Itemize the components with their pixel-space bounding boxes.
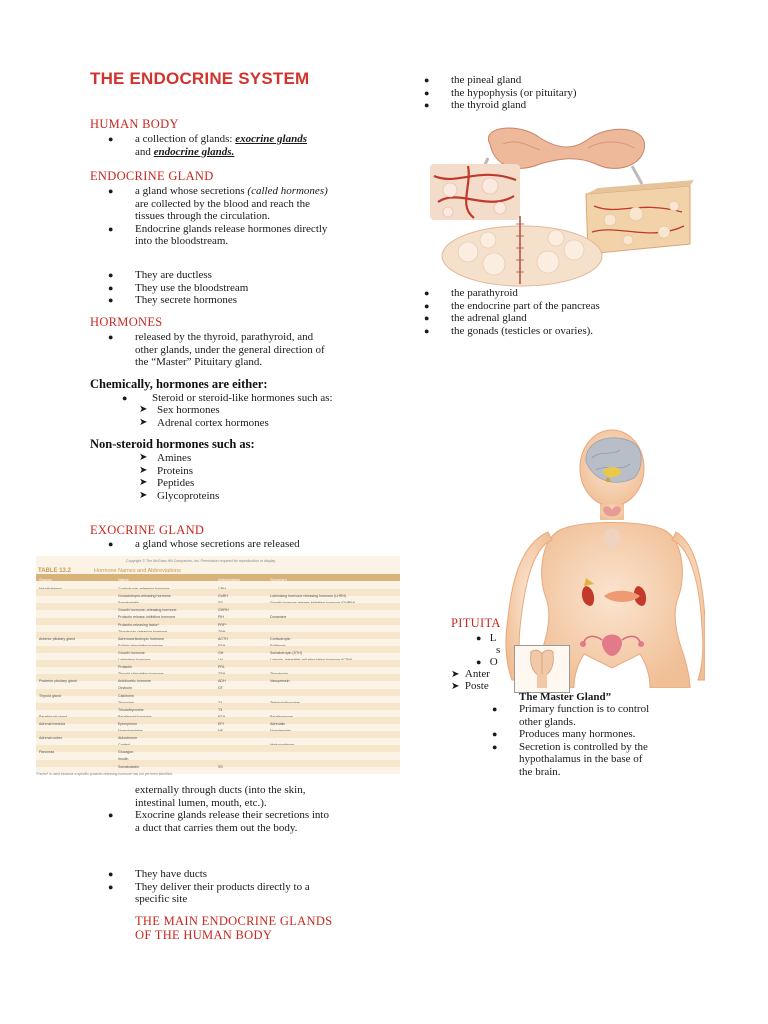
column-header: Name xyxy=(118,577,129,582)
list-item: ● They have ducts xyxy=(108,868,208,880)
column-header: Synonym xyxy=(270,577,287,582)
list-item: ➤ Proteins xyxy=(139,464,194,477)
table-cell: Growth hormone–releasing hormone xyxy=(118,608,177,613)
table-cell: Adrenalin xyxy=(270,721,286,726)
table-row xyxy=(36,603,400,613)
table-row xyxy=(36,710,400,717)
nonsteroid-heading: Non-steroid hormones such as: xyxy=(90,437,255,451)
exocrine-gland-heading: EXOCRINE GLAND xyxy=(90,523,205,537)
table-row xyxy=(36,724,400,731)
page-title: THE ENDOCRINE SYSTEM xyxy=(90,69,310,88)
table-cell: Corticotropin xyxy=(270,636,291,641)
pituitary-anterior: ➤ Anter xyxy=(451,668,490,680)
list-item: ➤ Peptides xyxy=(139,477,195,489)
exocrine-glands-term: exocrine glands xyxy=(235,133,308,145)
steroid-items-list xyxy=(139,404,269,429)
table-cell: Somatotropin (STH) xyxy=(270,650,302,655)
table-cell: Antidiuretic hormone xyxy=(118,679,151,684)
table-row xyxy=(36,674,400,684)
list-item: ➤ Adrenal cortex hormones xyxy=(139,416,269,429)
endocrine-properties-list xyxy=(108,269,249,307)
hormones-heading: HORMONES xyxy=(90,315,163,329)
list-item: ● the parathyroid xyxy=(424,287,518,299)
table-row xyxy=(36,696,400,703)
table-row xyxy=(36,667,400,674)
table-cell: EPI xyxy=(218,721,224,726)
table-number: TABLE 13.2 xyxy=(38,568,71,574)
main-glands-heading: THE MAIN ENDOCRINE GLANDS OF THE HUMAN BODY xyxy=(135,914,333,942)
pituitary-inset xyxy=(514,645,570,693)
list-item: ● Produces many hormones. xyxy=(492,728,636,740)
table-cell: Glucagon xyxy=(118,750,134,755)
table-row xyxy=(36,632,400,639)
pituitary-bullet-1: ● L xyxy=(476,632,497,644)
table-row xyxy=(36,596,400,603)
list-item: ➤ Glycoproteins xyxy=(139,489,220,502)
table-row xyxy=(36,745,400,755)
table-row xyxy=(36,618,400,625)
list-item: ● a collection of glands: exocrine glands and endocrine glands. xyxy=(108,133,308,158)
list-item: ● Secretion is controlled by the hypothalamus in the base of the brain. xyxy=(492,740,648,778)
table-row xyxy=(36,625,400,632)
list-item: ● a gland whose secretions are released xyxy=(108,538,300,550)
table-cell: Gonadotropin-releasing hormone xyxy=(118,594,171,599)
endocrine-gland-list xyxy=(108,185,375,248)
table-row xyxy=(36,681,400,688)
list-item: ● Endocrine glands release hormones directly into the bloodstream. xyxy=(108,222,328,247)
list-item: ● the endocrine part of the pancreas xyxy=(424,299,600,312)
human-body-list xyxy=(108,133,308,158)
list-item: ● the gonads (testicles or ovaries). xyxy=(424,324,594,337)
table-row xyxy=(36,752,400,759)
glands-list-mid xyxy=(424,287,600,337)
pituitary-heading: PITUITA xyxy=(451,616,501,630)
thyroid-tissue-illustration xyxy=(428,116,698,288)
table-cell: Luteinizing hormone releasing hormone (LHRH) xyxy=(270,594,347,599)
exocrine-properties-list xyxy=(108,868,310,906)
table-cell: PRL xyxy=(218,665,225,670)
list-item: ● the adrenal gland xyxy=(424,312,527,324)
table-row xyxy=(36,639,400,646)
table-cell: Posterior pituitary gland xyxy=(39,679,77,684)
table-row xyxy=(36,653,400,660)
table-footnote: *Factor* is used because a specific prolactin-releasing hormone has not yet been identified. xyxy=(36,772,174,776)
pituitary-function-list xyxy=(492,703,689,778)
column-header: Abbreviation xyxy=(218,577,241,582)
table-row xyxy=(36,731,400,741)
table-row xyxy=(36,610,400,617)
exocrine-list-2 xyxy=(108,809,380,834)
steroid-list xyxy=(122,392,333,405)
list-item: ● Exocrine glands release their secretions into a duct that carries them out the body. xyxy=(108,809,329,834)
table-cell: Aldosterone xyxy=(118,736,138,741)
table-cell: Anterior pituitary gland xyxy=(39,636,75,641)
pituitary-posterior: ➤ Poste xyxy=(451,680,489,692)
table-row xyxy=(36,582,400,589)
table-cell: Adrenocorticotropic hormone xyxy=(118,636,165,641)
list-item: ● They secrete hormones xyxy=(108,294,238,306)
list-item: ● Steroid or steroid-like hormones such as: xyxy=(122,392,333,404)
hormones-list xyxy=(108,331,325,369)
list-item: ● They use the bloodstream xyxy=(108,281,249,294)
list-item: ● the thyroid gland xyxy=(424,99,527,111)
pituitary-gland-icon xyxy=(515,646,569,692)
nonsteroid-items-list xyxy=(139,452,220,502)
table-row xyxy=(36,717,400,724)
column-header: Source xyxy=(39,577,52,582)
table-cell: Calcitonin xyxy=(118,693,134,698)
table-cell: Triiodothyronine xyxy=(118,707,144,712)
list-item: ● the hypophysis (or pituitary) xyxy=(424,86,577,99)
table-cell: GnRH xyxy=(218,594,228,599)
exocrine-list xyxy=(108,538,300,551)
table-copyright: Copyright © The McGraw-Hill Companies, Inc. Permission required for reproduction or display. xyxy=(126,559,276,563)
list-item: ➤ Amines xyxy=(139,452,192,464)
table-cell: Growth hormone xyxy=(118,650,145,655)
table-cell: Vasopressin xyxy=(270,679,290,684)
master-gland-label: The Master Gland” xyxy=(519,691,612,703)
table-cell: T3 xyxy=(218,707,223,712)
list-item: ➤ Sex hormones xyxy=(139,404,220,416)
human-body-heading: HUMAN BODY xyxy=(90,117,179,131)
table-cell: ACTH xyxy=(218,636,228,641)
hormone-names-table xyxy=(36,556,400,774)
table-row xyxy=(36,589,400,599)
table-row xyxy=(36,703,400,710)
list-item: ● the pineal gland xyxy=(424,74,522,86)
table-name: Hormone Names and Abbreviations xyxy=(94,568,181,574)
table-row xyxy=(36,760,400,767)
table-cell: Prolactin-releasing factor* xyxy=(118,622,160,627)
table-cell: GHRH xyxy=(218,608,229,613)
table-row xyxy=(36,646,400,653)
table-cell: SS xyxy=(218,764,223,769)
list-item: ● Primary function is to control other glands. xyxy=(492,703,650,728)
table-column-headers xyxy=(36,574,400,581)
pituitary-bullet-1-cont: s xyxy=(496,644,501,656)
exocrine-continuation: externally through ducts (into the skin, intestinal lumen, mouth, etc.). xyxy=(135,784,306,809)
chemically-heading: Chemically, hormones are either: xyxy=(90,377,268,391)
list-item: ● released by the thyroid, parathyroid, and other glands, under the general direction of the “Master” Pituitary gland. xyxy=(108,331,325,368)
table-cell: Adrenal cortex xyxy=(39,736,63,741)
pituitary-bullet-2: ● O xyxy=(476,656,498,668)
table-cell: Pancreas xyxy=(39,750,55,755)
table-header xyxy=(36,565,400,573)
table-row xyxy=(36,689,400,696)
table-cell: Adrenal medulla xyxy=(39,721,65,726)
table-cell: PRF* xyxy=(218,622,227,627)
table-cell: Epinephrine xyxy=(118,721,138,726)
glands-list-top xyxy=(424,74,577,112)
table-row xyxy=(36,738,400,745)
endocrine-glands-term: endocrine glands. xyxy=(153,145,235,158)
table-cell: Prolactin xyxy=(118,665,132,670)
table-row xyxy=(36,660,400,670)
endocrine-gland-heading: ENDOCRINE GLAND xyxy=(90,169,214,183)
table-cell: Thyroid gland xyxy=(39,693,61,698)
table-cell: Somatostatin xyxy=(118,764,139,769)
list-item: ● a gland whose secretions (called hormones) are collected by the blood and reach the tissues through the circulation. xyxy=(108,185,328,222)
list-item: ● They deliver their products directly to a specific site xyxy=(108,880,310,905)
table-cell: ADH xyxy=(218,679,226,684)
list-item: ● They are ductless xyxy=(108,269,212,281)
table-cell: GH xyxy=(218,650,224,655)
